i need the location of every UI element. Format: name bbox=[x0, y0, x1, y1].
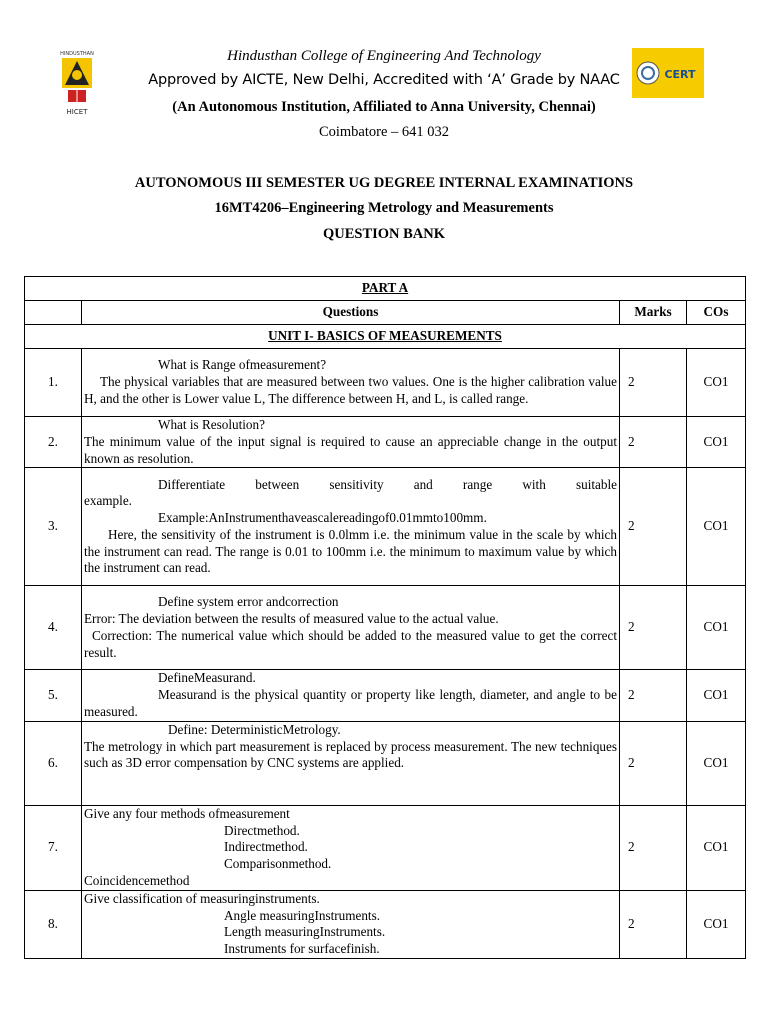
doc-type-title: QUESTION BANK bbox=[322, 226, 446, 242]
marks-cell: 2 bbox=[620, 670, 687, 721]
question-cell bbox=[82, 349, 620, 417]
question-number: 7. bbox=[25, 805, 82, 890]
co-cell: CO1 bbox=[687, 890, 746, 958]
table-row bbox=[25, 417, 746, 468]
question-answer: The minimum value of the input signal is required to cause an appreciable change in the output known as resolution. bbox=[84, 433, 617, 466]
part-title: PART A bbox=[25, 277, 746, 301]
table-row bbox=[25, 890, 746, 958]
marks-cell: 2 bbox=[620, 890, 687, 958]
question-cell bbox=[82, 721, 620, 805]
answer-item: Length measuringInstruments. bbox=[224, 924, 386, 940]
answer-item: Indirectmethod. bbox=[224, 839, 308, 855]
co-cell: CO1 bbox=[687, 586, 746, 670]
question-answer: The physical variables that are measured between two values. One is the higher calibration value H, and the other is Lower value L, The difference between H, and L, is called range. bbox=[84, 374, 617, 406]
question-prompt: Define: DeterministicMetrology. bbox=[168, 721, 341, 737]
question-answer: Error: The deviation between the results of measured value to the actual value. bbox=[84, 611, 499, 627]
question-prompt: Give classification of measuringinstruments. bbox=[84, 890, 320, 906]
question-answer-cont: Correction: The numerical value which should be added to the measured value to get the correct result. bbox=[84, 627, 617, 660]
marks-cell: 2 bbox=[620, 349, 687, 417]
marks-cell: 2 bbox=[620, 468, 687, 586]
logo-right-text: CERT bbox=[664, 68, 696, 81]
question-answer: Here, the sensitivity of the instrument is 0.0lmm i.e. the minimum value in the scale by which the instrument can read. The range is 0.01 to 100mm i.e. the minimum to maximum value by which the instrument can read. bbox=[84, 526, 617, 576]
approval-line: Approved by AICTE, New Delhi, Accredited with ‘A’ Grade by NAAC bbox=[148, 72, 620, 88]
question-cell bbox=[82, 586, 620, 670]
question-example: Example:AnInstrumenthaveascalereadingof0.01mmto100mm. bbox=[158, 510, 487, 526]
question-number: 6. bbox=[25, 721, 82, 805]
table-row bbox=[25, 721, 746, 805]
table-row bbox=[25, 468, 746, 586]
autonomous-line: (An Autonomous Institution, Affiliated to Anna University, Chennai) bbox=[172, 99, 596, 115]
question-table bbox=[24, 276, 746, 959]
question-number: 5. bbox=[25, 670, 82, 721]
marks-cell: 2 bbox=[620, 721, 687, 805]
course-title: 16MT4206–Engineering Metrology and Measurements bbox=[214, 200, 554, 216]
marks-cell: 2 bbox=[620, 805, 687, 890]
question-cell bbox=[82, 805, 620, 890]
college-name: Hindusthan College of Engineering And Technology bbox=[227, 48, 541, 64]
co-cell: CO1 bbox=[687, 417, 746, 468]
header-questions: Questions bbox=[82, 301, 620, 325]
question-cell bbox=[82, 468, 620, 586]
question-number: 4. bbox=[25, 586, 82, 670]
co-cell: CO1 bbox=[687, 670, 746, 721]
question-prompt: Differentiate between sensitivity and range with suitable bbox=[158, 476, 617, 492]
question-cell bbox=[82, 670, 620, 721]
answer-item: Angle measuringInstruments. bbox=[224, 907, 381, 923]
question-answer: The metrology in which part measurement is replaced by process measurement. The new techniques such as 3D error compensation by CNC systems are applied. bbox=[84, 738, 617, 771]
table-row bbox=[25, 670, 746, 721]
question-number: 2. bbox=[25, 417, 82, 468]
question-prompt: DefineMeasurand. bbox=[158, 670, 256, 686]
table-row bbox=[25, 805, 746, 890]
co-cell: CO1 bbox=[687, 805, 746, 890]
co-cell: CO1 bbox=[687, 721, 746, 805]
answer-item: Coincidencemethod bbox=[84, 872, 190, 888]
answer-item: Comparisonmethod. bbox=[224, 856, 332, 872]
question-prompt: What is Range ofmeasurement? bbox=[158, 357, 327, 373]
question-prompt: Give any four methods ofmeasurement bbox=[84, 805, 290, 821]
marks-cell: 2 bbox=[620, 586, 687, 670]
answer-item: Instruments for surfacefinish. bbox=[224, 941, 380, 957]
location-line: Coimbatore – 641 032 bbox=[318, 124, 450, 140]
question-prompt-cont: example. bbox=[84, 493, 132, 509]
co-cell: CO1 bbox=[687, 468, 746, 586]
table-row bbox=[25, 586, 746, 670]
question-answer: Measurand is the physical quantity or property like length, diameter, and angle to be measured. bbox=[84, 687, 617, 719]
header-no-cell bbox=[25, 301, 82, 325]
question-prompt: What is Resolution? bbox=[158, 417, 265, 432]
co-cell: CO1 bbox=[687, 349, 746, 417]
question-cell bbox=[82, 417, 620, 468]
marks-cell: 2 bbox=[620, 417, 687, 468]
table-row bbox=[25, 349, 746, 417]
answer-item: Directmethod. bbox=[224, 822, 300, 838]
exam-title: AUTONOMOUS III SEMESTER UG DEGREE INTERNAL EXAMINATIONS bbox=[134, 175, 634, 191]
question-number: 1. bbox=[25, 349, 82, 417]
svg-text:HINDUSTHAN: HINDUSTHAN bbox=[60, 51, 94, 57]
question-cell bbox=[82, 890, 620, 958]
logo-left-text: HICET bbox=[66, 108, 88, 116]
question-number: 3. bbox=[25, 468, 82, 586]
question-prompt: Define system error andcorrection bbox=[158, 594, 339, 610]
header-marks: Marks bbox=[620, 301, 687, 325]
header-cos: COs bbox=[687, 301, 746, 325]
unit-title: UNIT I- BASICS OF MEASUREMENTS bbox=[25, 325, 746, 349]
question-number: 8. bbox=[25, 890, 82, 958]
